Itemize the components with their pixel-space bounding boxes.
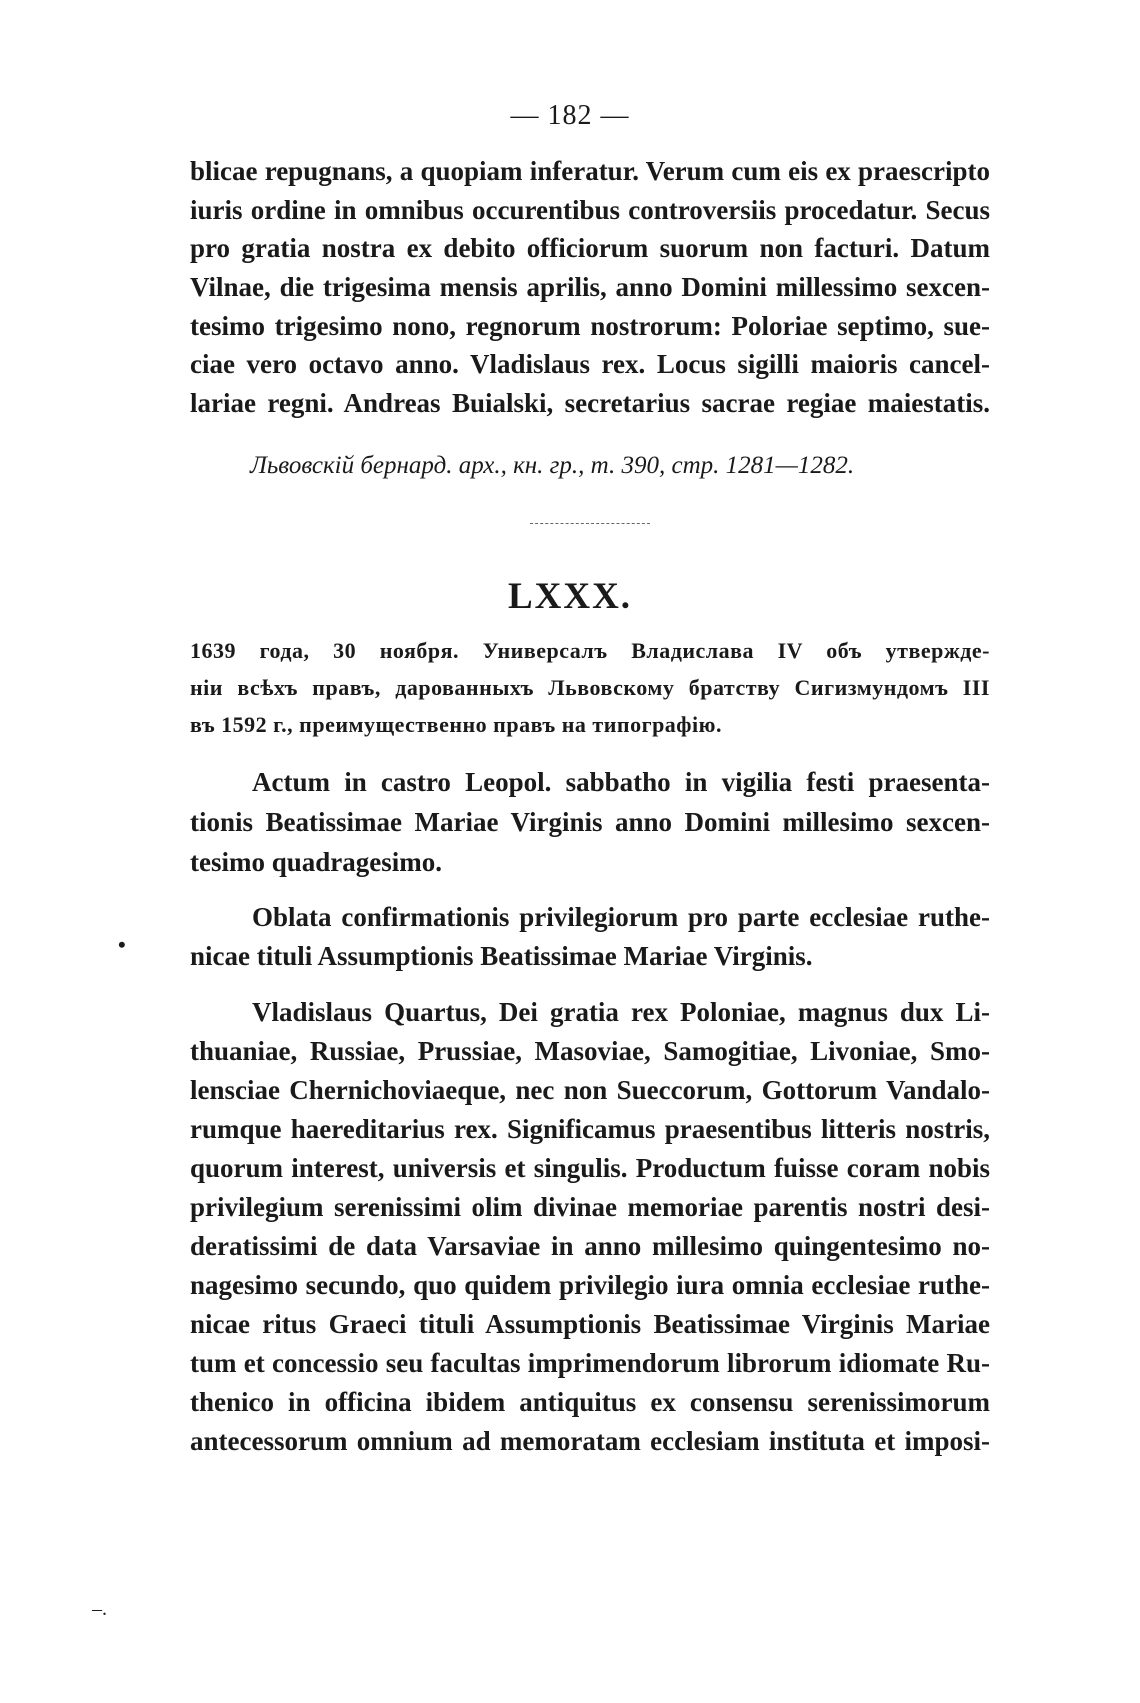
text-line: nicae tituli Assumptionis Beatissimae Mariae Virginis.	[190, 941, 813, 971]
text-line: nicae ritus Graeci tituli Assumptionis Beatissimae Virginis Mariae	[190, 1309, 990, 1339]
text-line: Actum in castro Leopol. sabbatho in vigilia festi praesenta-	[252, 767, 990, 797]
text-line: deratissimi de data Varsaviae in anno millesimo quingentesimo no-	[190, 1231, 990, 1261]
summary-line: въ 1592 г., преимущественно правъ на типографію.	[190, 712, 722, 737]
section-divider	[530, 523, 650, 524]
text-line: Oblata confirmationis privilegiorum pro parte ecclesiae ruthe-	[252, 902, 990, 932]
text-line: quorum interest, universis et singulis. Productum fuisse coram nobis	[190, 1153, 990, 1183]
text-line: ciae vero octavo anno. Vladislaus rex. Locus sigilli maioris cancel-	[190, 349, 990, 379]
source-citation: Львовскій бернард. арх., кн. гр., т. 390, стр. 1281—1282.	[250, 452, 855, 479]
text-line: thuaniae, Russiae, Prussiae, Masoviae, Samogitiae, Livoniae, Smo-	[190, 1036, 990, 1066]
text-line: pro gratia nostra ex debito officiorum suorum non facturi. Datum	[190, 233, 990, 263]
margin-mark: •	[118, 932, 126, 957]
text-line: thenico in officina ibidem antiquitus ex consensu serenissimorum	[190, 1387, 990, 1417]
margin-tick: –.	[92, 1598, 107, 1620]
text-line: Vilnae, die trigesima mensis aprilis, anno Domini millessimo sexcen-	[190, 272, 990, 302]
text-line: lensciae Chernichoviaeque, nec non Sueccorum, Gottorum Vandalo-	[190, 1075, 990, 1105]
page-number: — 182 —	[510, 100, 630, 131]
text-line: privilegium serenissimi olim divinae memoriae parentis nostri desi-	[190, 1192, 990, 1222]
summary-line: ніи всѣхъ правъ, дарованныхъ Львовскому братству Сигизмундомъ III	[190, 675, 990, 700]
text-line: tesimo quadragesimo.	[190, 847, 442, 877]
text-line: lariae regni. Andreas Buialski, secretarius sacrae regiae maiestatis.	[190, 388, 990, 418]
document-number: LXXX.	[507, 576, 633, 617]
text-line: Vladislaus Quartus, Dei gratia rex Poloniae, magnus dux Li-	[252, 997, 990, 1027]
text-line: iuris ordine in omnibus occurentibus controversiis procedatur. Secus	[190, 195, 990, 225]
text-line: antecessorum omnium ad memoratam ecclesiam instituta et imposi-	[190, 1426, 990, 1456]
text-line: tum et concessio seu facultas imprimendorum librorum idiomate Ru-	[190, 1348, 990, 1378]
text-line: nagesimo secundo, quo quidem privilegio iura omnia ecclesiae ruthe-	[190, 1270, 990, 1300]
text-line: rumque haereditarius rex. Significamus praesentibus litteris nostris,	[190, 1114, 990, 1144]
text-line: tesimo trigesimo nono, regnorum nostrorum: Poloriae septimo, sue-	[190, 311, 990, 341]
summary-line: 1639 года, 30 ноября. Универсалъ Владислава IV объ утвержде-	[190, 638, 990, 663]
text-line: blicae repugnans, a quopiam inferatur. Verum cum eis ex praescripto	[190, 156, 990, 186]
text-line: tionis Beatissimae Mariae Virginis anno Domini millesimo sexcen-	[190, 807, 990, 837]
